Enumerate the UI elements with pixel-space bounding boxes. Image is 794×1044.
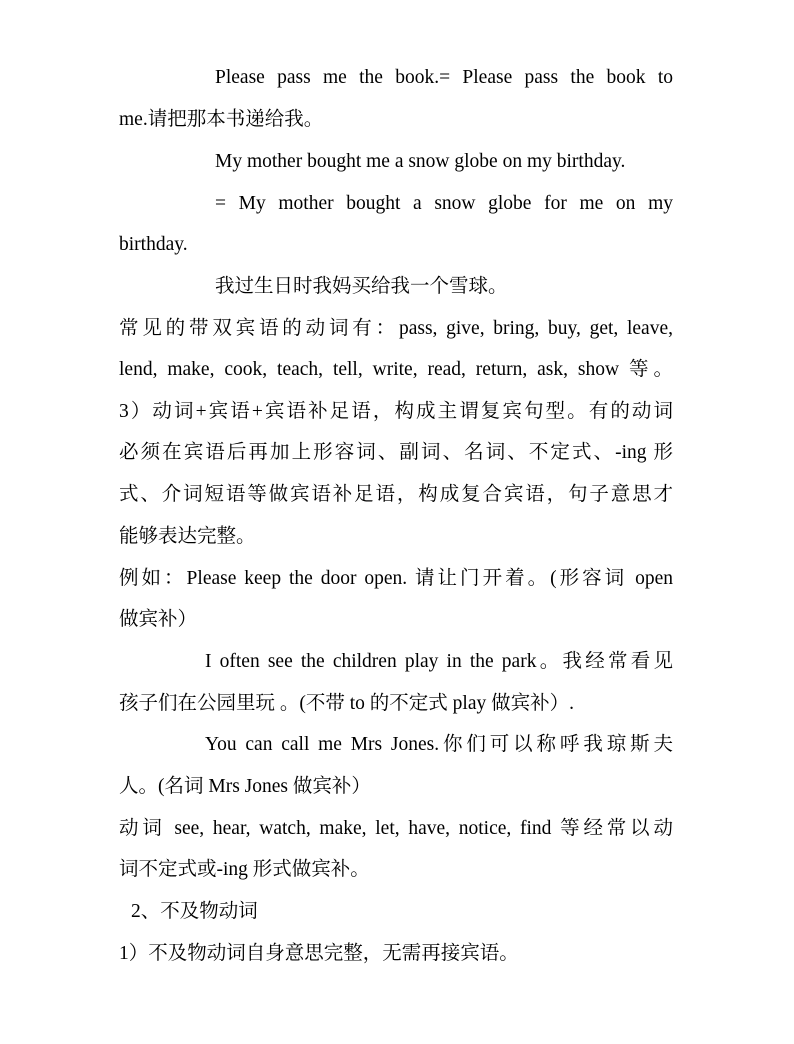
text-line-16: 孩子们在公园里玩 。(不带 to 的不定式 play 做宾补）. [119, 693, 574, 714]
text-line-21: 2、不及物动词 [131, 901, 258, 922]
text-line-12: 能够表达完整。 [119, 526, 256, 547]
text-line-10: 必须在宾语后再加上形容词、副词、名词、不定式、-ing 形 [119, 442, 673, 463]
text-line-5: birthday. [119, 234, 188, 255]
text-line-8: lend, make, cook, teach, tell, write, read, return, ask, show 等。 [119, 359, 673, 380]
text-line-2: me.请把那本书递给我。 [119, 109, 324, 130]
text-line-14: 做宾补） [119, 609, 198, 630]
text-line-15: I often see the children play in the park。我经常看见 [205, 651, 673, 672]
text-line-11: 式、介词短语等做宾语补足语，构成复合宾语，句子意思才 [119, 484, 673, 505]
text-line-4: = My mother bought a snow globe for me on my [215, 193, 673, 214]
text-line-7: 常见的带双宾语的动词有：pass, give, bring, buy, get, leave, [119, 318, 673, 339]
text-line-20: 词不定式或-ing 形式做宾补。 [119, 859, 370, 880]
text-line-6: 我过生日时我妈买给我一个雪球。 [215, 276, 508, 297]
text-line-19: 动词 see, hear, watch, make, let, have, notice, find 等经常以动 [119, 818, 673, 839]
text-line-17: You can call me Mrs Jones.你们可以称呼我琼斯夫 [205, 734, 673, 755]
text-line-22: 1）不及物动词自身意思完整，无需再接宾语。 [119, 943, 519, 964]
text-line-1: Please pass me the book.= Please pass the book to [215, 67, 673, 88]
text-line-13: 例如：Please keep the door open. 请让门开着。(形容词 open [119, 568, 673, 589]
text-line-3: My mother bought me a snow globe on my birthday. [215, 151, 626, 172]
text-line-18: 人。(名词 Mrs Jones 做宾补） [119, 776, 371, 797]
text-line-9: 3）动词+宾语+宾语补足语，构成主谓复宾句型。有的动词 [119, 401, 673, 422]
